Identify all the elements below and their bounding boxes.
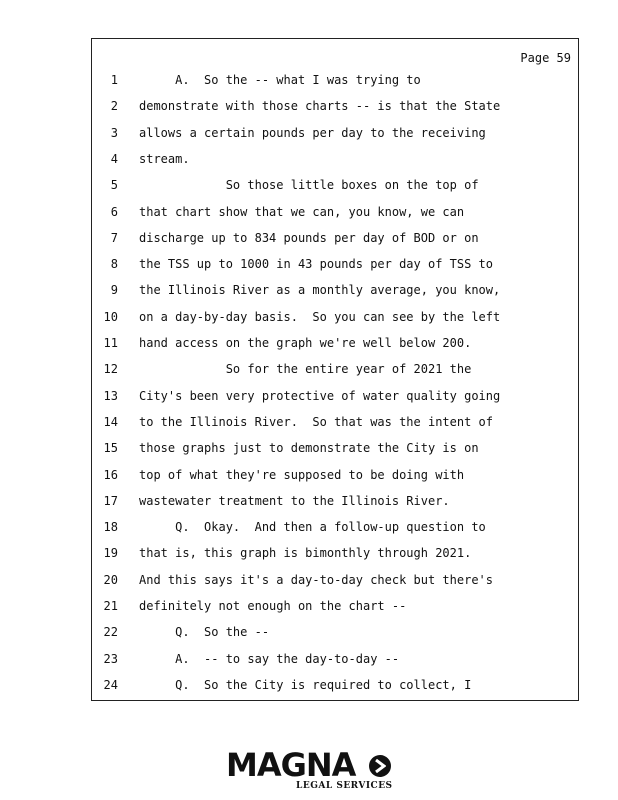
line-text: And this says it's a day-to-day check but there's bbox=[139, 572, 494, 587]
line-text: Q. Okay. And then a follow-up question to bbox=[139, 520, 486, 535]
line-text: A. So the -- what I was trying to bbox=[139, 73, 421, 87]
line-text: the Illinois River as a monthly average, you know, bbox=[139, 283, 501, 298]
page-number: Page 59 bbox=[520, 51, 571, 65]
magna-logo bbox=[226, 745, 396, 793]
line-text: to the Illinois River. So that was the intent of bbox=[139, 414, 494, 429]
line-text: top of what they're supposed to be doing with bbox=[139, 467, 465, 482]
line-number: 4 bbox=[110, 151, 118, 166]
line-text: wastewater treatment to the Illinois River. bbox=[139, 493, 450, 508]
line-number: 21 bbox=[103, 599, 118, 613]
line-text: demonstrate with those charts -- is that the State bbox=[139, 99, 501, 114]
line-text: that is, this graph is bimonthly through 2021. bbox=[139, 546, 472, 561]
line-text: A. -- to say the day-to-day -- bbox=[139, 651, 400, 666]
line-number: 3 bbox=[110, 125, 118, 140]
line-number: 19 bbox=[103, 546, 118, 561]
line-number: 12 bbox=[103, 362, 118, 377]
line-number: 17 bbox=[103, 493, 118, 508]
line-number: 23 bbox=[103, 651, 118, 666]
line-number: 15 bbox=[103, 441, 118, 456]
line-number: 1 bbox=[110, 73, 118, 87]
line-number: 2 bbox=[110, 99, 118, 114]
line-number: 10 bbox=[103, 309, 118, 324]
logo-subtitle: LEGAL SERVICES bbox=[296, 781, 393, 791]
line-number: 6 bbox=[110, 204, 118, 219]
line-number: 5 bbox=[110, 178, 118, 193]
line-number: 13 bbox=[103, 388, 118, 403]
line-text: definitely not enough on the chart -- bbox=[139, 599, 407, 613]
line-text: City's been very protective of water quality going bbox=[139, 388, 501, 403]
line-text: discharge up to 834 pounds per day of BOD or on bbox=[139, 230, 479, 245]
chevron-right-icon bbox=[369, 755, 391, 777]
line-number: 20 bbox=[103, 572, 118, 587]
line-text: on a day-by-day basis. So you can see by the left bbox=[139, 309, 501, 324]
line-text: hand access on the graph we're well below 200. bbox=[139, 336, 472, 350]
line-text: those graphs just to demonstrate the City is on bbox=[139, 441, 479, 456]
line-number: 22 bbox=[103, 625, 118, 640]
line-number: 14 bbox=[103, 414, 118, 429]
line-text: So for the entire year of 2021 the bbox=[139, 362, 472, 377]
line-number: 18 bbox=[103, 520, 118, 535]
line-number: 9 bbox=[110, 283, 118, 298]
line-number: 11 bbox=[103, 336, 118, 350]
line-text: stream. bbox=[139, 151, 190, 166]
line-text: the TSS up to 1000 in 43 pounds per day of TSS to bbox=[139, 257, 494, 272]
line-text: Q. So the -- bbox=[139, 625, 270, 640]
line-text: that chart show that we can, you know, we can bbox=[139, 204, 465, 219]
line-text: So those little boxes on the top of bbox=[139, 178, 479, 193]
line-number: 7 bbox=[110, 230, 118, 245]
line-number: 16 bbox=[103, 467, 118, 482]
line-number: 24 bbox=[103, 677, 118, 692]
line-text: Q. So the City is required to collect, I bbox=[139, 677, 472, 692]
line-text: allows a certain pounds per day to the receiving bbox=[139, 125, 486, 140]
logo-wordmark: MAGNA bbox=[226, 746, 356, 784]
line-number: 8 bbox=[110, 257, 118, 272]
transcript-page bbox=[91, 38, 579, 701]
